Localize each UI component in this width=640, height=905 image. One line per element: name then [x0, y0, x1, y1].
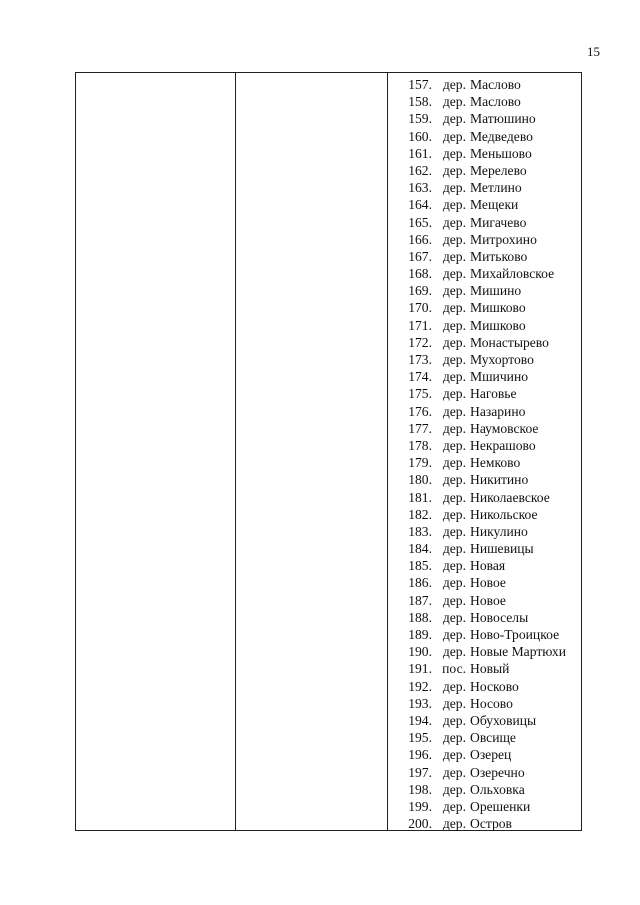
list-item: [388, 454, 581, 471]
entry-name: Наумовское: [470, 420, 539, 436]
entry-number: 182.: [408, 506, 432, 522]
entry-type: дер.: [442, 627, 466, 642]
entry-number: 167.: [408, 248, 432, 264]
entry-number: 190.: [408, 644, 432, 660]
entry-type: дер.: [442, 472, 466, 488]
entry-type: дер.: [442, 592, 466, 608]
entry-name: Носково: [470, 678, 519, 694]
entry-type: дер.: [442, 747, 466, 763]
entry-type: дер.: [442, 437, 466, 453]
entry-number: 162.: [408, 162, 432, 178]
list-item: [388, 368, 581, 385]
entry-number: 178.: [408, 437, 432, 453]
entry-number: 181.: [408, 489, 432, 505]
entry-name: Мишино: [470, 283, 522, 299]
entry-type: дер.: [442, 162, 466, 178]
list-item: [388, 643, 581, 660]
entry-type: дер.: [442, 386, 466, 402]
entry-number: 192.: [408, 678, 432, 694]
list-item: [388, 162, 581, 179]
entry-number: 168.: [408, 266, 432, 282]
entry-name: Мишково: [470, 300, 526, 316]
list-item: [388, 196, 581, 213]
entry-name: Маслово: [470, 94, 521, 110]
entry-name: Овсище: [470, 730, 516, 746]
entry-type: дер.: [442, 506, 466, 522]
list-item: [388, 471, 581, 488]
entry-number: 169.: [408, 283, 432, 299]
entry-number: 165.: [408, 214, 432, 230]
list-item: [388, 214, 581, 231]
entry-number: 191.: [408, 661, 432, 677]
entry-number: 164.: [408, 197, 432, 213]
entry-name: Мещеки: [470, 197, 519, 213]
entry-number: 199.: [408, 798, 432, 814]
entry-type: дер.: [442, 128, 466, 144]
list-item: [388, 489, 581, 506]
entry-number: 158.: [408, 94, 432, 110]
entry-number: 185.: [408, 558, 432, 574]
list-item: [388, 282, 581, 299]
entry-name: Озеречно: [470, 764, 525, 780]
entry-name: Новое: [470, 592, 506, 608]
document-table: [75, 72, 582, 831]
entry-name: Маслово: [470, 77, 521, 92]
list-item: [388, 403, 581, 420]
entry-name: Монастырево: [470, 334, 549, 350]
entry-number: 189.: [408, 627, 432, 642]
entry-type: дер.: [442, 695, 466, 711]
entry-number: 171.: [408, 317, 432, 333]
entry-number: 175.: [408, 386, 432, 402]
entry-number: 194.: [408, 712, 432, 728]
entry-number: 177.: [408, 420, 432, 436]
entry-name: Нишевицы: [470, 541, 534, 557]
list-item: [388, 248, 581, 265]
entry-name: Ольховка: [470, 781, 525, 797]
entry-name: Мигачево: [470, 214, 527, 230]
entry-type: дер.: [442, 266, 466, 282]
list-item: [388, 385, 581, 402]
entry-number: 197.: [408, 764, 432, 780]
entry-number: 180.: [408, 472, 432, 488]
entry-type: дер.: [442, 816, 466, 832]
list-item: [388, 557, 581, 574]
page-number: 15: [587, 44, 600, 59]
list-item: [388, 609, 581, 626]
entry-name: Новый: [470, 661, 510, 677]
entry-type: дер.: [442, 300, 466, 316]
entry-name: Михайловское: [470, 266, 555, 282]
list-item: [388, 420, 581, 437]
entry-number: 195.: [408, 730, 432, 746]
entry-type: пос.: [442, 661, 466, 677]
entry-name: Митьково: [470, 248, 528, 264]
entry-type: дер.: [442, 180, 466, 196]
list-item: [388, 574, 581, 591]
entry-type: дер.: [442, 111, 466, 127]
entry-number: 163.: [408, 180, 432, 196]
entry-type: дер.: [442, 644, 466, 660]
entry-type: дер.: [442, 541, 466, 557]
entry-name: Остров: [470, 816, 512, 832]
entry-type: дер.: [442, 231, 466, 247]
entry-number: 196.: [408, 747, 432, 763]
list-item: [388, 265, 581, 282]
entry-type: дер.: [442, 798, 466, 814]
entry-name: Мишково: [470, 317, 526, 333]
entry-name: Наговье: [470, 386, 517, 402]
entry-type: дер.: [442, 77, 466, 92]
list-item: [388, 729, 581, 746]
entry-type: дер.: [442, 575, 466, 591]
entry-name: Медведево: [470, 128, 533, 144]
entry-number: 187.: [408, 592, 432, 608]
entry-name: Николаевское: [470, 489, 550, 505]
list-item: [388, 712, 581, 729]
entry-type: дер.: [442, 145, 466, 161]
list-item: [388, 540, 581, 557]
entry-type: дер.: [442, 214, 466, 230]
entry-name: Меньшово: [470, 145, 532, 161]
entry-type: дер.: [442, 730, 466, 746]
entry-number: 193.: [408, 695, 432, 711]
list-item: [388, 506, 581, 523]
entry-type: дер.: [442, 317, 466, 333]
entry-type: дер.: [442, 678, 466, 694]
list-item: [388, 678, 581, 695]
entry-number: 172.: [408, 334, 432, 350]
list-item: [388, 231, 581, 248]
entry-name: Митрохино: [470, 231, 537, 247]
list-item: [388, 128, 581, 145]
list-item: [388, 626, 581, 643]
list-item: [388, 299, 581, 316]
entry-name: Мшичино: [470, 369, 529, 385]
entry-number: 198.: [408, 781, 432, 797]
entry-number: 200.: [408, 816, 432, 832]
entry-type: дер.: [442, 369, 466, 385]
entry-type: дер.: [442, 197, 466, 213]
entry-number: 160.: [408, 128, 432, 144]
entry-name: Озерец: [470, 747, 512, 763]
list-item: [388, 592, 581, 609]
entry-number: 170.: [408, 300, 432, 316]
list-item: [388, 695, 581, 712]
entry-number: 157.: [408, 77, 432, 92]
entry-type: дер.: [442, 489, 466, 505]
entry-name: Новоселы: [470, 609, 529, 625]
entry-name: Некрашово: [470, 437, 536, 453]
list-item: [388, 523, 581, 540]
entry-name: Новая: [470, 558, 506, 574]
entry-number: 183.: [408, 523, 432, 539]
entry-name: Орешенки: [470, 798, 531, 814]
entry-name: Матюшино: [470, 111, 536, 127]
entry-name: Обуховицы: [470, 712, 537, 728]
entry-type: дер.: [442, 94, 466, 110]
entry-number: 176.: [408, 403, 432, 419]
list-item: [388, 179, 581, 196]
entry-name: Новые Мартюхи: [470, 644, 566, 660]
entry-type: дер.: [442, 609, 466, 625]
entry-name: Никольское: [470, 506, 538, 522]
list-item: [388, 145, 581, 162]
entry-name: Немково: [470, 455, 521, 471]
entry-type: дер.: [442, 248, 466, 264]
entry-type: дер.: [442, 558, 466, 574]
settlement-list: [388, 76, 581, 832]
entry-type: дер.: [442, 523, 466, 539]
entry-number: 188.: [408, 609, 432, 625]
column-divider-1: [235, 73, 236, 830]
entry-number: 166.: [408, 231, 432, 247]
entry-name: Метлино: [470, 180, 522, 196]
list-item: [388, 76, 581, 93]
list-item: [388, 110, 581, 127]
list-item: [388, 351, 581, 368]
entry-number: 174.: [408, 369, 432, 385]
list-item: [388, 781, 581, 798]
entry-name: Мерелево: [470, 162, 527, 178]
entry-name: Ново-Троицкое: [470, 627, 560, 642]
list-item: [388, 764, 581, 781]
list-item: [388, 746, 581, 763]
list-item: [388, 334, 581, 351]
entry-type: дер.: [442, 334, 466, 350]
list-item: [388, 437, 581, 454]
list-item: [388, 93, 581, 110]
entry-type: дер.: [442, 352, 466, 367]
entry-number: 173.: [408, 352, 432, 367]
entry-name: Носово: [470, 695, 513, 711]
entry-type: дер.: [442, 781, 466, 797]
entry-type: дер.: [442, 283, 466, 299]
list-item: [388, 798, 581, 815]
entry-type: дер.: [442, 712, 466, 728]
entry-type: дер.: [442, 764, 466, 780]
entry-type: дер.: [442, 403, 466, 419]
entry-number: 179.: [408, 455, 432, 471]
entry-name: Никитино: [470, 472, 529, 488]
entry-type: дер.: [442, 420, 466, 436]
entry-name: Мухортово: [470, 352, 534, 367]
list-item: [388, 660, 581, 677]
entry-type: дер.: [442, 455, 466, 471]
entry-name: Новое: [470, 575, 506, 591]
list-item: [388, 815, 581, 832]
entry-number: 184.: [408, 541, 432, 557]
list-item: [388, 317, 581, 334]
entry-name: Никулино: [470, 523, 528, 539]
entry-number: 186.: [408, 575, 432, 591]
entry-number: 159.: [408, 111, 432, 127]
entry-number: 161.: [408, 145, 432, 161]
entry-name: Назарино: [470, 403, 526, 419]
